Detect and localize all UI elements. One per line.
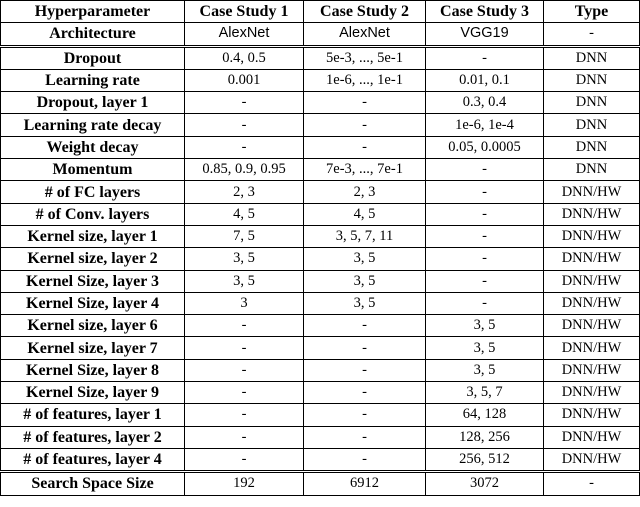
- table-cell: -: [544, 23, 640, 46]
- table-cell: 5e-3, ..., 5e-1: [304, 46, 426, 69]
- row-label: Kernel size, layer 1: [1, 225, 185, 247]
- table-cell: AlexNet: [185, 23, 304, 46]
- row-label: Architecture: [1, 23, 185, 46]
- table-cell: -: [426, 203, 544, 225]
- table-cell: 0.001: [185, 69, 304, 91]
- table-cell: 7, 5: [185, 225, 304, 247]
- table-row: [1, 203, 640, 225]
- row-label: Search Space Size: [1, 472, 185, 495]
- table-cell: 0.85, 0.9, 0.95: [185, 159, 304, 181]
- table-row: [1, 337, 640, 359]
- row-label: Dropout, layer 1: [1, 92, 185, 114]
- table-cell: DNN/HW: [544, 248, 640, 270]
- table-cell: -: [426, 159, 544, 181]
- table-cell: -: [426, 46, 544, 69]
- row-label: # of features, layer 1: [1, 404, 185, 426]
- table-cell: DNN/HW: [544, 448, 640, 471]
- table-cell: DNN: [544, 159, 640, 181]
- table-cell: -: [185, 404, 304, 426]
- table-cell: 3, 5: [304, 248, 426, 270]
- header-row: [1, 1, 640, 23]
- table-cell: 3, 5, 7, 11: [304, 225, 426, 247]
- table-cell: -: [185, 337, 304, 359]
- row-label: # of Conv. layers: [1, 203, 185, 225]
- table-row: [1, 136, 640, 158]
- table-cell: -: [304, 359, 426, 381]
- table-cell: 4, 5: [185, 203, 304, 225]
- table-cell: -: [426, 292, 544, 314]
- row-label: Dropout: [1, 46, 185, 69]
- table-row: [1, 426, 640, 448]
- table-cell: 3, 5: [185, 270, 304, 292]
- table-cell: 0.4, 0.5: [185, 46, 304, 69]
- header-cell-case-study-2: Case Study 2: [304, 1, 426, 23]
- table-cell: -: [185, 426, 304, 448]
- table-cell: -: [426, 248, 544, 270]
- table-cell: -: [185, 114, 304, 136]
- table-cell: 0.01, 0.1: [426, 69, 544, 91]
- table-cell: -: [304, 337, 426, 359]
- table-row: [1, 292, 640, 314]
- header-cell-case-study-3: Case Study 3: [426, 1, 544, 23]
- table-cell: -: [185, 92, 304, 114]
- table-cell: 3, 5: [304, 292, 426, 314]
- table-cell: 192: [185, 472, 304, 495]
- table-cell: 0.3, 0.4: [426, 92, 544, 114]
- table-row: [1, 404, 640, 426]
- row-label: Kernel size, layer 2: [1, 248, 185, 270]
- table-row: [1, 270, 640, 292]
- table-cell: -: [185, 448, 304, 471]
- architecture-row: [1, 23, 640, 46]
- table-cell: -: [185, 382, 304, 404]
- header-cell-type: Type: [544, 1, 640, 23]
- table-cell: 3, 5: [426, 315, 544, 337]
- table-cell: -: [304, 404, 426, 426]
- table-cell: 2, 3: [185, 181, 304, 203]
- table-cell: -: [426, 181, 544, 203]
- table-cell: -: [426, 270, 544, 292]
- table-cell: 6912: [304, 472, 426, 495]
- table-cell: 64, 128: [426, 404, 544, 426]
- table-row: [1, 248, 640, 270]
- table-cell: 7e-3, ..., 7e-1: [304, 159, 426, 181]
- table-cell: AlexNet: [304, 23, 426, 46]
- table-row: [1, 359, 640, 381]
- summary-row: [1, 472, 640, 495]
- table-cell: DNN: [544, 114, 640, 136]
- row-label: Kernel Size, layer 3: [1, 270, 185, 292]
- table-cell: 256, 512: [426, 448, 544, 471]
- table-cell: DNN/HW: [544, 404, 640, 426]
- table-row: [1, 159, 640, 181]
- header-cell-case-study-1: Case Study 1: [185, 1, 304, 23]
- table-row: [1, 92, 640, 114]
- row-label: Kernel size, layer 6: [1, 315, 185, 337]
- table-row: [1, 382, 640, 404]
- table-cell: -: [304, 426, 426, 448]
- table-cell: 3, 5: [185, 248, 304, 270]
- table-cell: DNN/HW: [544, 426, 640, 448]
- table-cell: -: [304, 92, 426, 114]
- table-cell: -: [185, 136, 304, 158]
- row-label: # of features, layer 4: [1, 448, 185, 471]
- table-cell: -: [304, 448, 426, 471]
- row-label: Kernel Size, layer 4: [1, 292, 185, 314]
- table-cell: 3, 5, 7: [426, 382, 544, 404]
- table-cell: DNN: [544, 46, 640, 69]
- table-cell: 3, 5: [426, 359, 544, 381]
- table-cell: 3: [185, 292, 304, 314]
- table-cell: -: [304, 114, 426, 136]
- table-cell: 0.05, 0.0005: [426, 136, 544, 158]
- row-label: Learning rate: [1, 69, 185, 91]
- row-label: Momentum: [1, 159, 185, 181]
- row-label: Weight decay: [1, 136, 185, 158]
- table-cell: DNN: [544, 92, 640, 114]
- table-cell: DNN/HW: [544, 181, 640, 203]
- row-label: Kernel Size, layer 9: [1, 382, 185, 404]
- table-cell: 128, 256: [426, 426, 544, 448]
- table-cell: DNN/HW: [544, 292, 640, 314]
- table-cell: DNN/HW: [544, 270, 640, 292]
- table-cell: -: [185, 359, 304, 381]
- table-cell: -: [426, 225, 544, 247]
- row-label: Kernel size, layer 7: [1, 337, 185, 359]
- table-cell: -: [544, 472, 640, 495]
- table-cell: -: [304, 315, 426, 337]
- row-label: # of FC layers: [1, 181, 185, 203]
- table-row: [1, 69, 640, 91]
- table-cell: 3, 5: [304, 270, 426, 292]
- table-cell: DNN: [544, 69, 640, 91]
- table-cell: DNN/HW: [544, 382, 640, 404]
- table-cell: 1e-6, ..., 1e-1: [304, 69, 426, 91]
- header-cell-hyperparameter: Hyperparameter: [1, 1, 185, 23]
- row-label: # of features, layer 2: [1, 426, 185, 448]
- table-row: [1, 181, 640, 203]
- table-row: [1, 225, 640, 247]
- table-cell: -: [304, 382, 426, 404]
- row-label: Learning rate decay: [1, 114, 185, 136]
- table-cell: -: [304, 136, 426, 158]
- table-cell: 2, 3: [304, 181, 426, 203]
- table-cell: DNN/HW: [544, 359, 640, 381]
- table-cell: DNN/HW: [544, 337, 640, 359]
- table-cell: 1e-6, 1e-4: [426, 114, 544, 136]
- table-cell: 3, 5: [426, 337, 544, 359]
- table-cell: -: [185, 315, 304, 337]
- table-row: [1, 46, 640, 69]
- table-cell: VGG19: [426, 23, 544, 46]
- table-row: [1, 315, 640, 337]
- row-label: Kernel Size, layer 8: [1, 359, 185, 381]
- table-row: [1, 114, 640, 136]
- table-row: [1, 448, 640, 471]
- table-cell: DNN/HW: [544, 225, 640, 247]
- table-cell: DNN/HW: [544, 203, 640, 225]
- table-cell: DNN/HW: [544, 315, 640, 337]
- table-cell: 3072: [426, 472, 544, 495]
- table-cell: DNN: [544, 136, 640, 158]
- table-cell: 4, 5: [304, 203, 426, 225]
